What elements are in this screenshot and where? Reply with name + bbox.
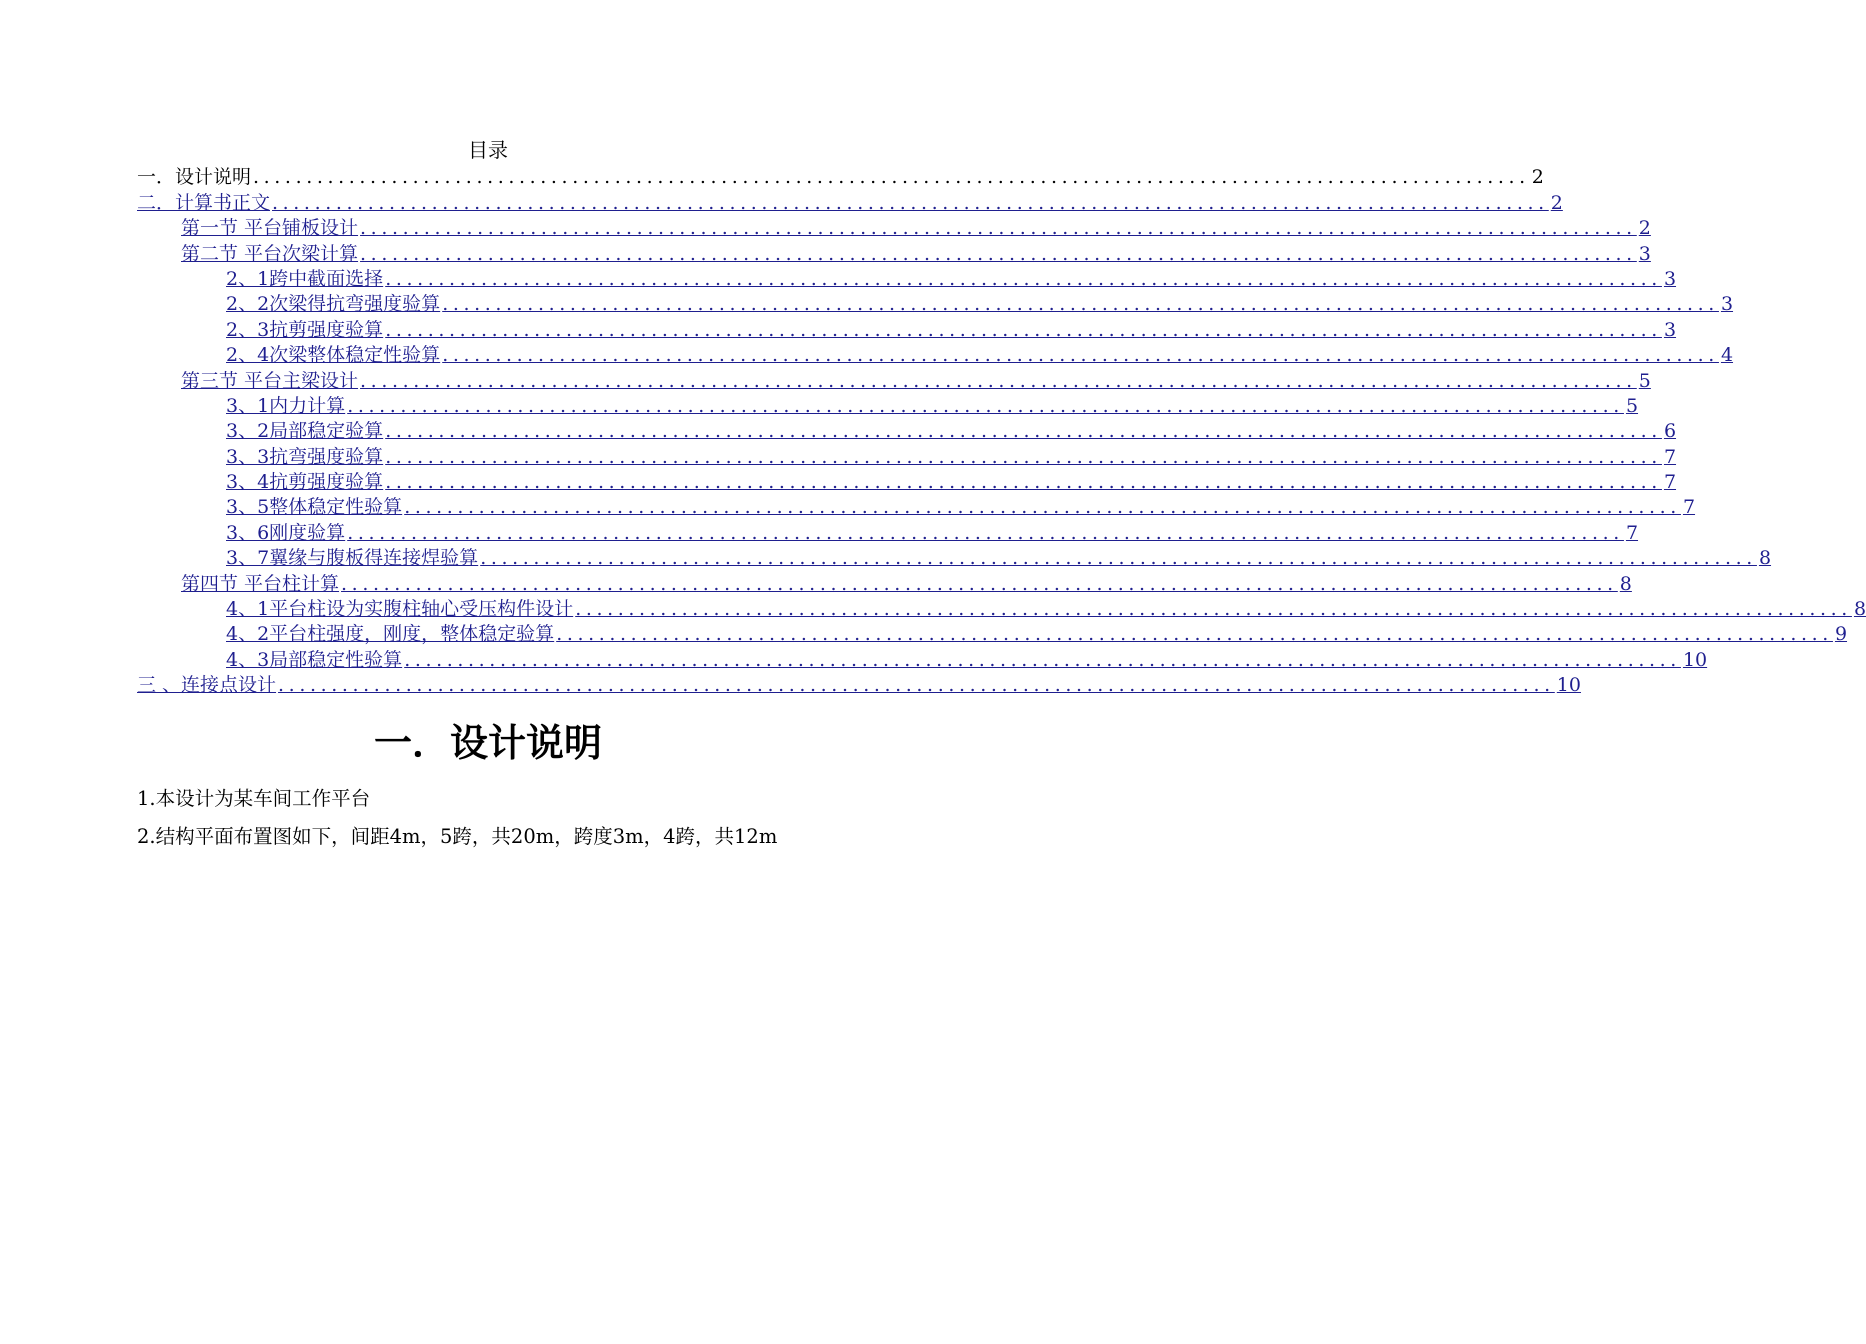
toc-entry-label: 三 、连接点设计: [137, 674, 277, 697]
toc-title: 目录: [468, 138, 508, 162]
toc-leader-dots: ........................................................................................................................: [360, 242, 1637, 265]
toc-entry-page: 7: [1682, 496, 1696, 519]
toc-entry[interactable]: [137, 469, 1677, 494]
toc-leader-dots: ........................................................................................................................: [347, 394, 1624, 417]
table-of-contents: [137, 164, 1866, 697]
toc-entry-page: 7: [1663, 445, 1677, 468]
toc-leader-dots: ........................................................................................................................: [278, 674, 1555, 697]
toc-entry[interactable]: [137, 215, 1651, 240]
paragraph: 2.结构平面布置图如下，间距4m，5跨，共20m，跨度3m，4跨，共12m: [137, 825, 778, 848]
toc-entry-page: 7: [1625, 521, 1639, 544]
toc-entry[interactable]: [137, 316, 1677, 341]
toc-entry[interactable]: [137, 342, 1734, 367]
toc-leader-dots: ........................................................................................................................: [442, 293, 1719, 316]
toc-leader-dots: ........................................................................................................................: [360, 217, 1637, 240]
toc-leader-dots: ........................................................................................................................: [341, 572, 1618, 595]
toc-entry-label: 2、3抗剪强度验算: [226, 318, 384, 341]
toc-entry-page: 2: [1550, 191, 1563, 214]
toc-entry-page: 8: [1853, 598, 1866, 621]
toc-entry[interactable]: [137, 189, 1563, 214]
toc-entry-page: 8: [1619, 572, 1632, 595]
toc-entry-label: 3、6刚度验算: [226, 521, 346, 544]
toc-entry-page: 3: [1720, 293, 1734, 316]
toc-entry-label: 3、1内力计算: [226, 394, 346, 417]
toc-entry-page: 3: [1663, 267, 1677, 290]
toc-entry-label: 第三节 平台主梁设计: [181, 369, 359, 392]
toc-entry-page: 10: [1556, 674, 1581, 697]
toc-leader-dots: ........................................................................................................................: [404, 648, 1681, 671]
toc-entry-label: 2、1跨中截面选择: [226, 267, 384, 290]
toc-entry-page: 4: [1720, 344, 1734, 367]
toc-entry-label: 3、2局部稳定验算: [226, 420, 384, 443]
toc-entry-page: 9: [1834, 623, 1848, 646]
toc-entry[interactable]: [137, 621, 1848, 646]
toc-entry[interactable]: [137, 494, 1696, 519]
toc-leader-dots: ........................................................................................................................: [556, 623, 1833, 646]
toc-entry-page: 10: [1682, 648, 1708, 671]
toc-leader-dots: ........................................................................................................................: [385, 420, 1662, 443]
toc-leader-dots: ........................................................................................................................: [404, 496, 1681, 519]
toc-entry[interactable]: [137, 443, 1677, 468]
toc-leader-dots: ........................................................................................................................: [253, 166, 1530, 189]
toc-entry[interactable]: [137, 519, 1639, 544]
toc-leader-dots: ........................................................................................................................: [385, 471, 1662, 494]
toc-entry[interactable]: [137, 266, 1677, 291]
toc-entry-label: 二．计算书正文: [137, 191, 271, 214]
toc-leader-dots: ........................................................................................................................: [442, 344, 1719, 367]
toc-entry[interactable]: [137, 367, 1651, 392]
toc-entry[interactable]: [137, 164, 1544, 189]
toc-entry[interactable]: [137, 393, 1639, 418]
toc-entry-label: 3、7翼缘与腹板得连接焊验算: [226, 547, 479, 570]
toc-entry-page: 3: [1663, 318, 1677, 341]
toc-leader-dots: ........................................................................................................................: [347, 521, 1624, 544]
toc-entry-label: 第四节 平台柱计算: [181, 572, 340, 595]
toc-leader-dots: ........................................................................................................................: [480, 547, 1757, 570]
toc-leader-dots: ........................................................................................................................: [272, 191, 1549, 214]
toc-entry-page: 3: [1638, 242, 1651, 265]
toc-entry-page: 2: [1531, 166, 1544, 189]
toc-entry-label: 一．设计说明: [137, 166, 252, 189]
toc-leader-dots: ........................................................................................................................: [360, 369, 1637, 392]
toc-entry-page: 2: [1638, 217, 1651, 240]
toc-entry-page: 8: [1758, 547, 1772, 570]
toc-entry-label: 2、2次梁得抗弯强度验算: [226, 293, 441, 316]
toc-entry-label: 4、3局部稳定性验算: [226, 648, 403, 671]
toc-entry-page: 5: [1638, 369, 1651, 392]
toc-entry-label: 第二节 平台次梁计算: [181, 242, 359, 265]
toc-entry-label: 4、2平台柱强度，刚度，整体稳定验算: [226, 623, 555, 646]
toc-leader-dots: ........................................................................................................................: [575, 598, 1852, 621]
toc-leader-dots: ........................................................................................................................: [385, 445, 1662, 468]
toc-entry-label: 第一节 平台铺板设计: [181, 217, 359, 240]
toc-entry-label: 3、5整体稳定性验算: [226, 496, 403, 519]
toc-entry[interactable]: [137, 240, 1651, 265]
toc-leader-dots: ........................................................................................................................: [385, 318, 1662, 341]
toc-leader-dots: ........................................................................................................................: [385, 267, 1662, 290]
toc-entry-label: 4、1平台柱设为实腹柱轴心受压构件设计: [226, 598, 574, 621]
toc-entry-page: 6: [1663, 420, 1677, 443]
toc-entry-label: 3、4抗剪强度验算: [226, 471, 384, 494]
toc-entry[interactable]: [137, 418, 1677, 443]
toc-entry-label: 2、4次梁整体稳定性验算: [226, 344, 441, 367]
toc-entry[interactable]: [137, 291, 1734, 316]
toc-entry-page: 7: [1663, 471, 1677, 494]
toc-entry[interactable]: [137, 570, 1632, 595]
toc-entry-page: 5: [1625, 394, 1639, 417]
toc-entry[interactable]: [137, 672, 1581, 697]
section-heading: 一．设计说明: [373, 720, 602, 765]
toc-entry[interactable]: [137, 596, 1866, 621]
toc-entry-label: 3、3抗弯强度验算: [226, 445, 384, 468]
toc-entry[interactable]: [137, 545, 1772, 570]
toc-entry[interactable]: [137, 646, 1708, 671]
paragraph: 1.本设计为某车间工作平台: [137, 787, 371, 810]
